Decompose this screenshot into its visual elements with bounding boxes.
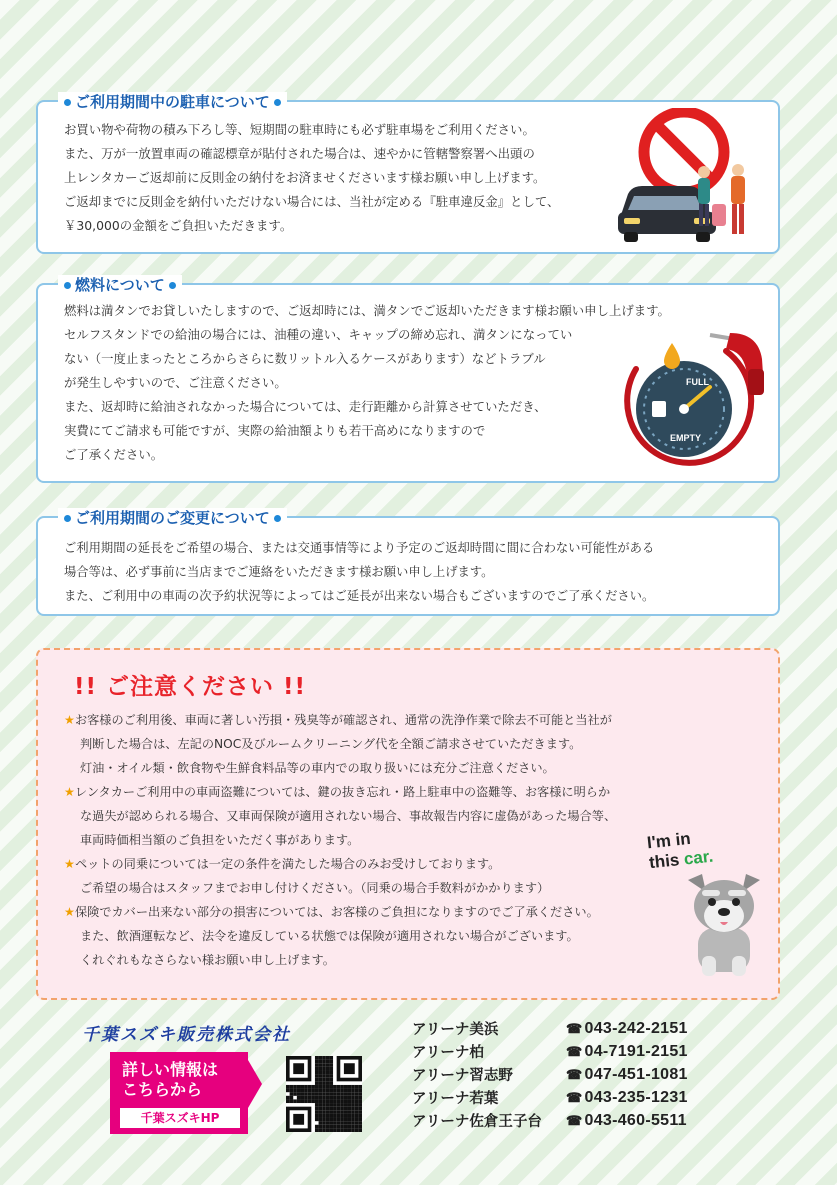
store-name: アリーナ柏 — [412, 1045, 484, 1061]
period-change-text — [64, 536, 654, 608]
store-name: アリーナ若葉 — [412, 1091, 499, 1107]
caution-line — [64, 756, 616, 780]
text-line: お買い物や荷物の積み下ろし等、短期間の駐車時にも必ず駐車場をご利用ください。 — [64, 122, 535, 137]
caution-line-text: ご希望の場合はスタッフまでお申し付けください。（同乗の場合手数料がかかります） — [80, 881, 550, 895]
star-icon: ★ — [64, 857, 75, 871]
text-line: 上レンタカーご返却前に反則金の納付をお済ませくださいます様お願い申し上げます。 — [64, 170, 546, 185]
dog-speech-text — [646, 827, 714, 873]
hp-link-button[interactable] — [110, 1052, 260, 1134]
caution-line-text: レンタカーご利用中の車両盗難については、鍵の抜き忘れ・路上駐車中の盗難等、お客様に明らか — [74, 785, 611, 799]
parking-text — [64, 118, 559, 238]
contact-row — [412, 1109, 688, 1132]
phone-number[interactable] — [566, 1112, 687, 1130]
qr-code-icon[interactable] — [286, 1056, 362, 1132]
phone-number-text: 043-242-2151 — [584, 1019, 688, 1037]
bullet-dot-icon — [274, 515, 281, 522]
gauge-empty-label: EMPTY — [670, 433, 702, 443]
store-name: アリーナ習志野 — [412, 1068, 513, 1084]
caution-line — [64, 948, 616, 972]
fuel-gauge-illustration — [614, 329, 776, 473]
caution-line-text: くれぐれもなさらない様お願い申し上げます。 — [80, 953, 335, 967]
hp-link-line1: 詳しい情報は — [122, 1060, 219, 1079]
hp-label: 千葉スズキHP — [120, 1108, 240, 1128]
phone-icon: ☎ — [566, 1043, 583, 1059]
caution-text — [64, 708, 616, 972]
caution-line — [64, 852, 616, 876]
dog-text-line2: this — [648, 849, 685, 873]
contact-list — [412, 1017, 688, 1132]
caution-line — [64, 828, 616, 852]
fuel-section — [36, 276, 780, 483]
store-name: アリーナ美浜 — [412, 1022, 499, 1038]
phone-number-text: 04-7191-2151 — [584, 1042, 688, 1060]
fuel-title: 燃料について — [75, 276, 165, 294]
phone-number[interactable] — [566, 1020, 688, 1038]
text-line: 場合等は、必ず事前に当店までご連絡をいただきます様お願い申し上げます。 — [64, 565, 494, 579]
contact-row — [412, 1040, 688, 1063]
text-line: 実費にてご請求も可能ですが、実際の給油額よりも若干高めになりますので — [64, 423, 486, 438]
text-line: ご返却までに反則金を納付いただけない場合には、当社が定める『駐車違反金』として、 — [64, 194, 560, 209]
parking-title: ご利用期間中の駐車について — [75, 93, 270, 111]
caution-line — [64, 900, 616, 924]
company-name: 千葉スズキ販売株式会社 — [82, 1025, 291, 1045]
caution-line-text: な過失が認められる場合、又車両保険が適用されない場合、事故報告内容に虚偽があった場合等、 — [80, 809, 617, 823]
star-icon: ★ — [64, 713, 75, 727]
store-name: アリーナ佐倉王子台 — [412, 1114, 542, 1130]
caution-title: !! ご注意ください !! — [74, 674, 306, 700]
phone-number[interactable] — [566, 1043, 688, 1061]
schnauzer-dog-icon — [688, 874, 760, 976]
hp-link-line2: こちらから — [122, 1080, 203, 1099]
phone-number-text: 047-451-1081 — [584, 1065, 688, 1083]
section-title — [58, 275, 182, 295]
section-title — [58, 508, 287, 528]
caution-line-text: 判断した場合は、左記のNOC及びルームクリーニング代を全額ご請求させていただきます。 — [80, 737, 582, 751]
caution-line — [64, 780, 616, 804]
flyer-page — [14, 0, 822, 1185]
no-parking-illustration — [614, 108, 764, 244]
fuel-pump-icon — [652, 401, 666, 417]
caution-line — [64, 804, 616, 828]
arrow-right-icon — [248, 1060, 262, 1108]
star-icon: ★ — [64, 905, 75, 919]
star-icon: ★ — [64, 785, 75, 799]
bullet-dot-icon — [64, 515, 71, 522]
text-line: セルフスタンドでの給油の場合には、油種の違い、キャップの締め忘れ、満タンになってい — [64, 327, 573, 342]
text-line: が発生しやすいので、ご注意ください。 — [64, 375, 287, 390]
parking-section — [36, 93, 780, 254]
phone-icon: ☎ — [566, 1066, 583, 1082]
bullet-dot-icon — [169, 282, 176, 289]
phone-number-text: 043-235-1231 — [584, 1088, 688, 1106]
caution-line-text: また、飲酒運転など、法令を違反している状態では保険が適用されない場合がございます。 — [80, 929, 579, 943]
period-change-section — [36, 509, 780, 616]
phone-icon: ☎ — [566, 1020, 583, 1036]
bullet-dot-icon — [274, 99, 281, 106]
text-line: また、ご利用中の車両の次予約状況等によってはご延長が出来ない場合もございますのでご了承ください。 — [64, 589, 655, 603]
text-line: ない（一度止まったところからさらに数リットル入るケースがあります）などトラブル — [64, 351, 546, 366]
phone-icon: ☎ — [566, 1112, 583, 1128]
caution-line-text: 灯油・オイル類・飲食物や生鮮食料品等の車内での取り扱いには充分ご注意ください。 — [80, 761, 555, 775]
caution-line — [64, 732, 616, 756]
bullet-dot-icon — [64, 99, 71, 106]
caution-line — [64, 708, 616, 732]
hp-link-text — [122, 1060, 218, 1100]
text-line: 燃料は満タンでお貸しいたしますので、ご返却時には、満タンでご返却いただきます様お願い申し上げます。 — [64, 303, 670, 318]
dog-illustration — [682, 868, 766, 980]
bullet-dot-icon — [64, 282, 71, 289]
phone-number[interactable] — [566, 1089, 688, 1107]
caution-line-text: 保険でカバー出来ない部分の損害については、お客様のご負担になりますのでご了承ください。 — [74, 905, 599, 919]
section-title — [58, 92, 287, 112]
dog-text-car: car. — [682, 846, 715, 869]
caution-line — [64, 924, 616, 948]
gauge-full-label: FULL — [686, 377, 709, 387]
caution-line-text: 車両時価相当額のご負担をいただく事があります。 — [80, 833, 360, 847]
text-line: ￥30,000の金額をご負担いただきます。 — [64, 218, 293, 233]
contact-row — [412, 1017, 688, 1040]
fuel-text — [64, 299, 670, 467]
dog-text-line1: I'm in — [646, 828, 692, 853]
caution-line — [64, 876, 616, 900]
text-line: また、返却時に給油されなかった場合については、走行距離から計算させていただき、 — [64, 399, 547, 414]
caution-section — [36, 648, 780, 1000]
period-change-title: ご利用期間のご変更について — [75, 509, 270, 527]
text-line: ご利用期間の延長をご希望の場合、または交通事情等により予定のご返却時間に間に合わない可能性がある — [64, 541, 655, 555]
text-line: ご了承ください。 — [64, 447, 164, 462]
caution-line-text: お客様のご利用後、車両に著しい汚損・残臭等が確認され、通常の洗浄作業で除去不可能と当社が — [74, 713, 612, 727]
contact-row — [412, 1086, 688, 1109]
caution-line-text: ペットの同乗については一定の条件を満たした場合のみお受けしております。 — [74, 857, 501, 871]
phone-number-text: 043-460-5511 — [584, 1111, 687, 1129]
phone-icon: ☎ — [566, 1089, 583, 1105]
fuel-drop-icon — [664, 343, 680, 369]
contact-row — [412, 1063, 688, 1086]
text-line: また、万が一放置車両の確認標章が貼付された場合は、速やかに管轄警察署へ出頭の — [64, 146, 535, 161]
phone-number[interactable] — [566, 1066, 688, 1084]
